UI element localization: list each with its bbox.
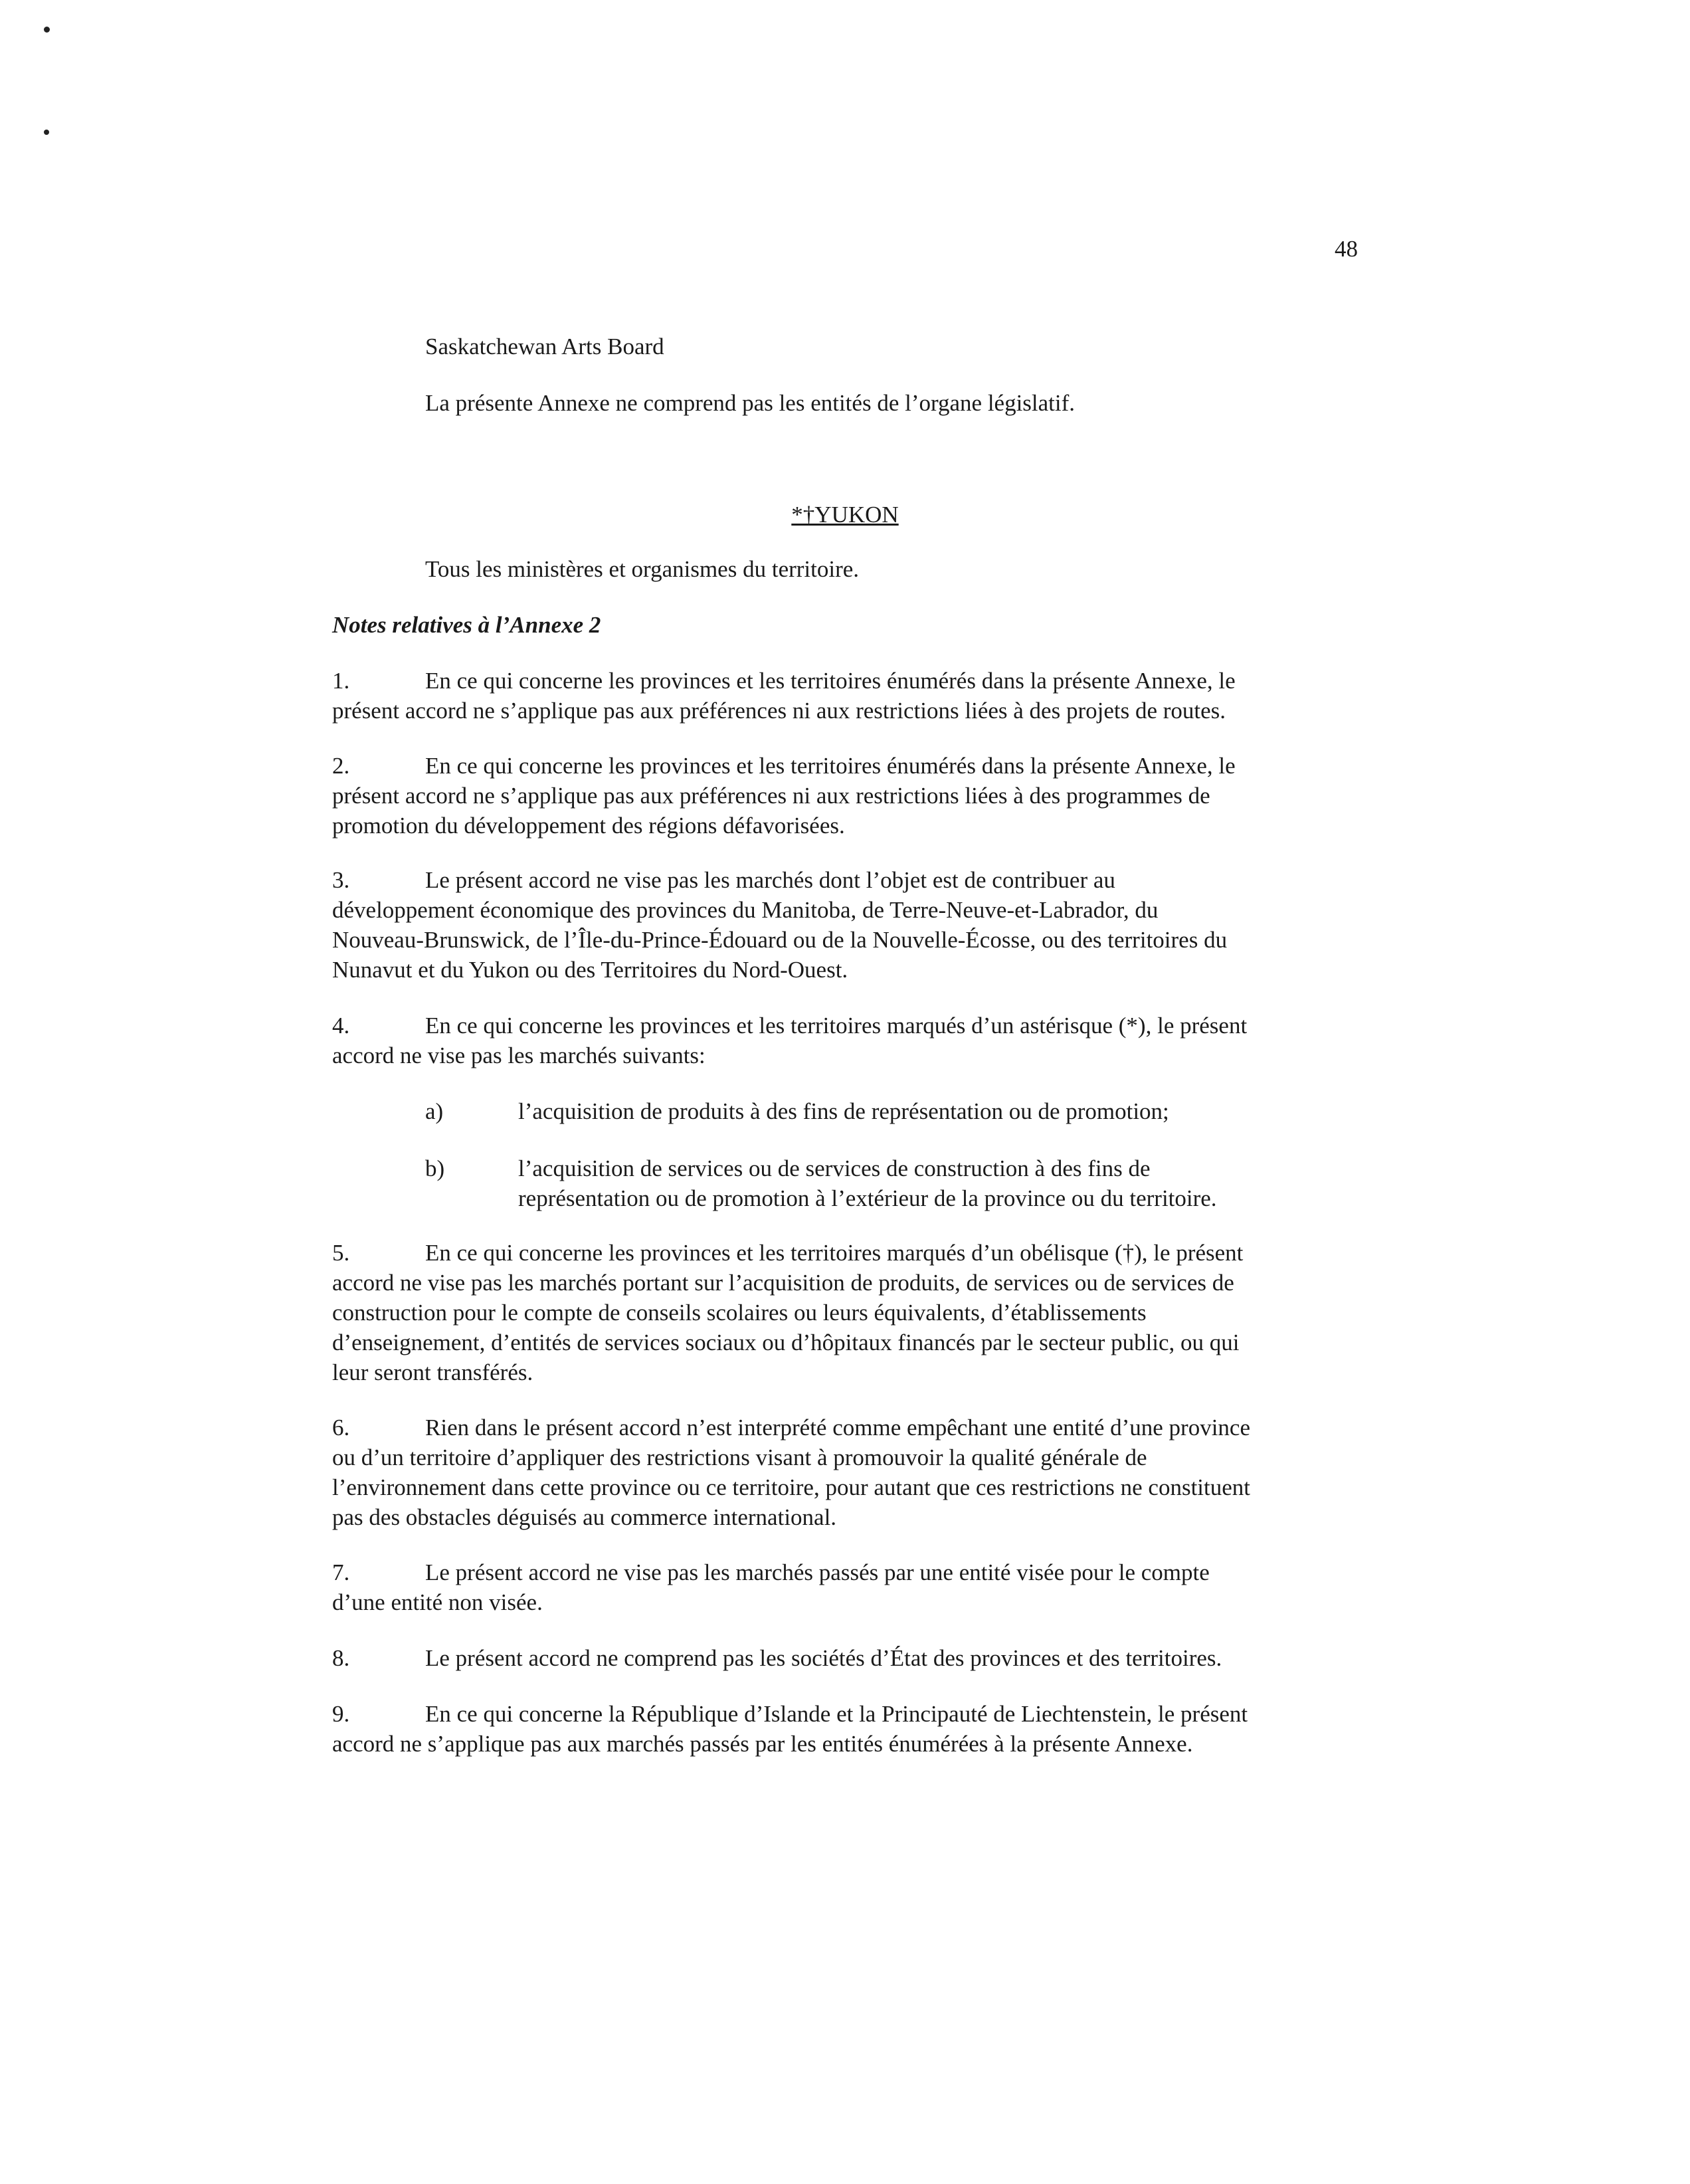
item-label: a) [425, 1098, 444, 1124]
note-number: 9. [332, 1701, 350, 1727]
note-3: 3. Le présent accord ne vise pas les marchés dont l’objet est de contribuer au développement économique des provinces du Manitoba, de Terre-Neuve-et-Labrador, du Nouveau-Brunswick, de l’Île-du-Prince-Édouard ou de la Nouvelle-Écosse, ou des territoires du Nunavut et du Yukon ou des Territoires du Nord-Ouest. [332, 865, 1358, 985]
note-number: 4. [332, 1013, 350, 1039]
note-4: 4. En ce qui concerne les provinces et les territoires marqués d’un astérisque (*), le présent accord ne vise pas les marchés suivants: [332, 1011, 1358, 1070]
scan-speck [44, 130, 49, 135]
note-1: 1. En ce qui concerne les provinces et les territoires énumérés dans la présente Annexe, le présent accord ne s’applique pas aux préférences ni aux restrictions liées à des projets de routes. [332, 666, 1358, 726]
note-5: 5. En ce qui concerne les provinces et les territoires marqués d’un obélisque (†), le présent accord ne vise pas les marchés portant sur l’acquisition de produits, de services ou de services de construction pour le compte de conseils scolaires ou leurs équivalents, d’établissements d’enseignement, d’entités de services sociaux ou d’hôpitaux financés par le secteur public, ou qui leur seront transférés. [332, 1238, 1358, 1387]
page-number: 48 [1335, 236, 1358, 262]
intro-note: La présente Annexe ne comprend pas les entités de l’organe législatif. [425, 390, 1076, 416]
note-7: 7. Le présent accord ne vise pas les marchés passés par une entité visée pour le compte d’une entité non visée. [332, 1557, 1358, 1617]
notes-heading: Notes relatives à l’Annexe 2 [332, 612, 601, 638]
note-number: 8. [332, 1645, 350, 1671]
note-8: 8. Le présent accord ne comprend pas les sociétés d’État des provinces et des territoires. [332, 1643, 1358, 1673]
yukon-text: Tous les ministères et organismes du territoire. [425, 556, 860, 582]
note-2: 2. En ce qui concerne les provinces et les territoires énumérés dans la présente Annexe, le présent accord ne s’applique pas aux préférences ni aux restrictions liées à des programmes de promotion du développement des régions défavorisées. [332, 751, 1358, 841]
note-number: 5. [332, 1240, 350, 1266]
note-number: 2. [332, 753, 350, 779]
intro-entity: Saskatchewan Arts Board [425, 334, 664, 359]
note-number: 1. [332, 668, 350, 694]
note-9: 9. En ce qui concerne la République d’Islande et la Principauté de Liechtenstein, le présent accord ne s’applique pas aux marchés passés par les entités énumérées à la présente Annexe. [332, 1699, 1358, 1759]
yukon-heading: *†YUKON [791, 502, 899, 528]
note-number: 6. [332, 1415, 350, 1440]
note-6: 6. Rien dans le présent accord n’est interprété comme empêchant une entité d’une province ou d’un territoire d’appliquer des restrictions visant à promouvoir la qualité générale de l’environnement dans cette province ou ce territoire, pour autant que ces restrictions ne constituent pas des obstacles déguisés au commerce international. [332, 1413, 1358, 1532]
scan-speck [44, 27, 50, 33]
note-4-item-a: a) l’acquisition de produits à des fins de représentation ou de promotion; [425, 1096, 1358, 1126]
item-label: b) [425, 1155, 445, 1181]
note-number: 7. [332, 1559, 350, 1585]
note-number: 3. [332, 867, 350, 893]
note-4-item-b: b) l’acquisition de services ou de services de construction à des fins de représentation ou de promotion à l’extérieur de la province ou du territoire. [425, 1153, 1358, 1213]
